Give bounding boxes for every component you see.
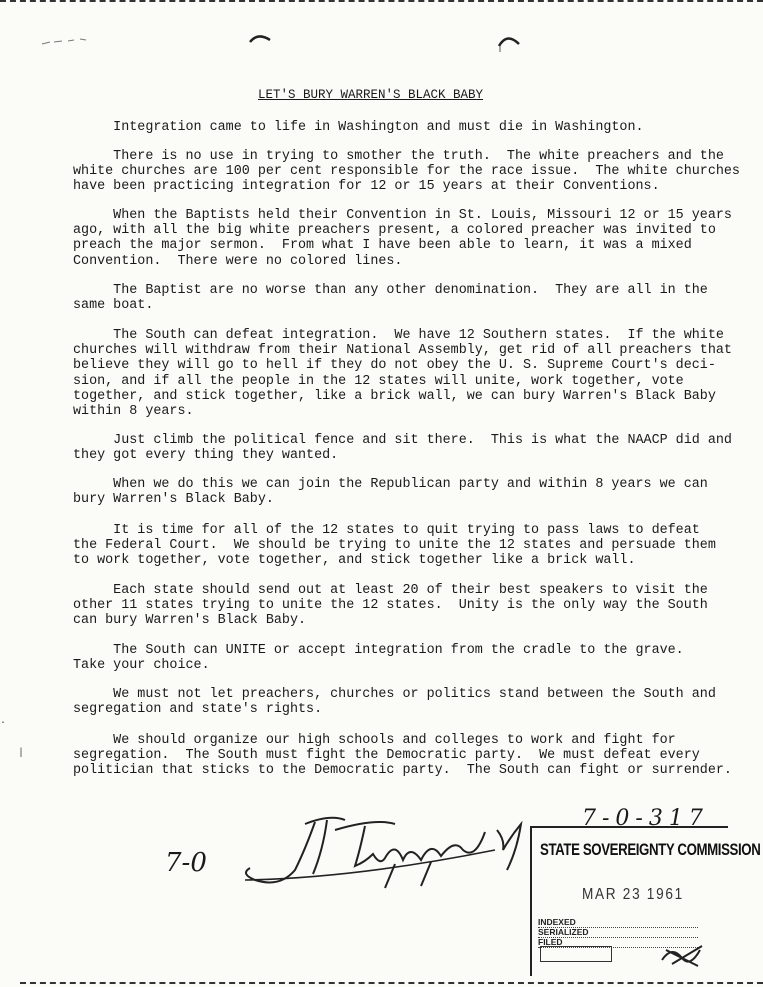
handwritten-margin-note: 7-0: [165, 848, 207, 878]
handwritten-file-number: 7-0-317: [582, 806, 709, 831]
margin-tick: |: [18, 748, 25, 759]
paragraph-12: We should organize our high schools and colleges to work and fight for segregation. The South must fight the Democratic party. We must defeat every politician that sticks to the Democratic party. The South can fight or surrender.: [73, 733, 732, 779]
bottom-dashed-border: [20, 982, 763, 986]
paragraph-1: Integration came to life in Washington and must die in Washington.: [73, 120, 644, 135]
handwritten-signature: [235, 810, 535, 890]
paragraph-11: We must not let preachers, churches or politics stand between the South and segregation and state's rights.: [73, 687, 716, 718]
paragraph-5: The South can defeat integration. We have 12 Southern states. If the white churches will withdraw from their National Assembly, get rid of all preachers that believe they will go to hell if they do not obey the U. S. Supreme Court's deci- sion, and if all the people in the 12 states will unite, work together, vote together, and stick together, like a brick wall, we can bury Warren's Black Baby within 8 years.: [73, 328, 732, 420]
margin-speck: ·: [0, 718, 7, 729]
paragraph-4: The Baptist are no worse than any other denomination. They are all in the same boat.: [73, 283, 708, 314]
punch-hole-mark-left: [248, 30, 272, 46]
stamp-date: MAR 23 1961: [582, 886, 684, 903]
stamp-title: STATE SOVEREIGNTY COMMISSION: [540, 840, 761, 859]
stamp-field-serialized: SERIALIZED: [538, 928, 698, 938]
stamp-initials-scribble: [652, 940, 712, 970]
paragraph-7: When we do this we can join the Republican party and within 8 years we can bury Warren's Black Baby.: [73, 477, 708, 508]
paragraph-10: The South can UNITE or accept integration from the cradle to the grave. Take your choice.: [73, 643, 684, 674]
top-dashed-border: [0, 0, 763, 5]
stamp-box: [540, 946, 612, 962]
paragraph-2: There is no use in trying to smother the truth. The white preachers and the white churches are 100 per cent responsible for the race issue. The white churches have been practicing integration for 12 or 15 years at their Conventions.: [73, 149, 740, 195]
paragraph-9: Each state should send out at least 20 of their best speakers to visit the other 11 states trying to unite the 12 states. Unity is the only way the South can bury Warren's Black Baby.: [73, 583, 708, 629]
punch-hole-mark-right: [497, 32, 521, 54]
scan-speck: [40, 36, 90, 48]
commission-stamp: [530, 826, 761, 976]
document-title: LET'S BURY WARREN'S BLACK BABY: [258, 88, 484, 102]
stamp-field-filed: FILED: [538, 938, 698, 948]
paragraph-6: Just climb the political fence and sit there. This is what the NAACP did and they got every thing they wanted.: [73, 433, 732, 464]
paragraph-8: It is time for all of the 12 states to quit trying to pass laws to defeat the Federal Court. We should be trying to unite the 12 states and persuade them to work together, vote together, and stick together like a brick wall.: [73, 523, 716, 569]
paragraph-3: When the Baptists held their Convention in St. Louis, Missouri 12 or 15 years ago, with all the big white preachers present, a colored preacher was invited to preach the major sermon. From what I have been able to learn, it was a mixed Convention. There were no colored lines.: [73, 208, 732, 269]
stamp-field-indexed: INDEXED: [538, 918, 698, 928]
